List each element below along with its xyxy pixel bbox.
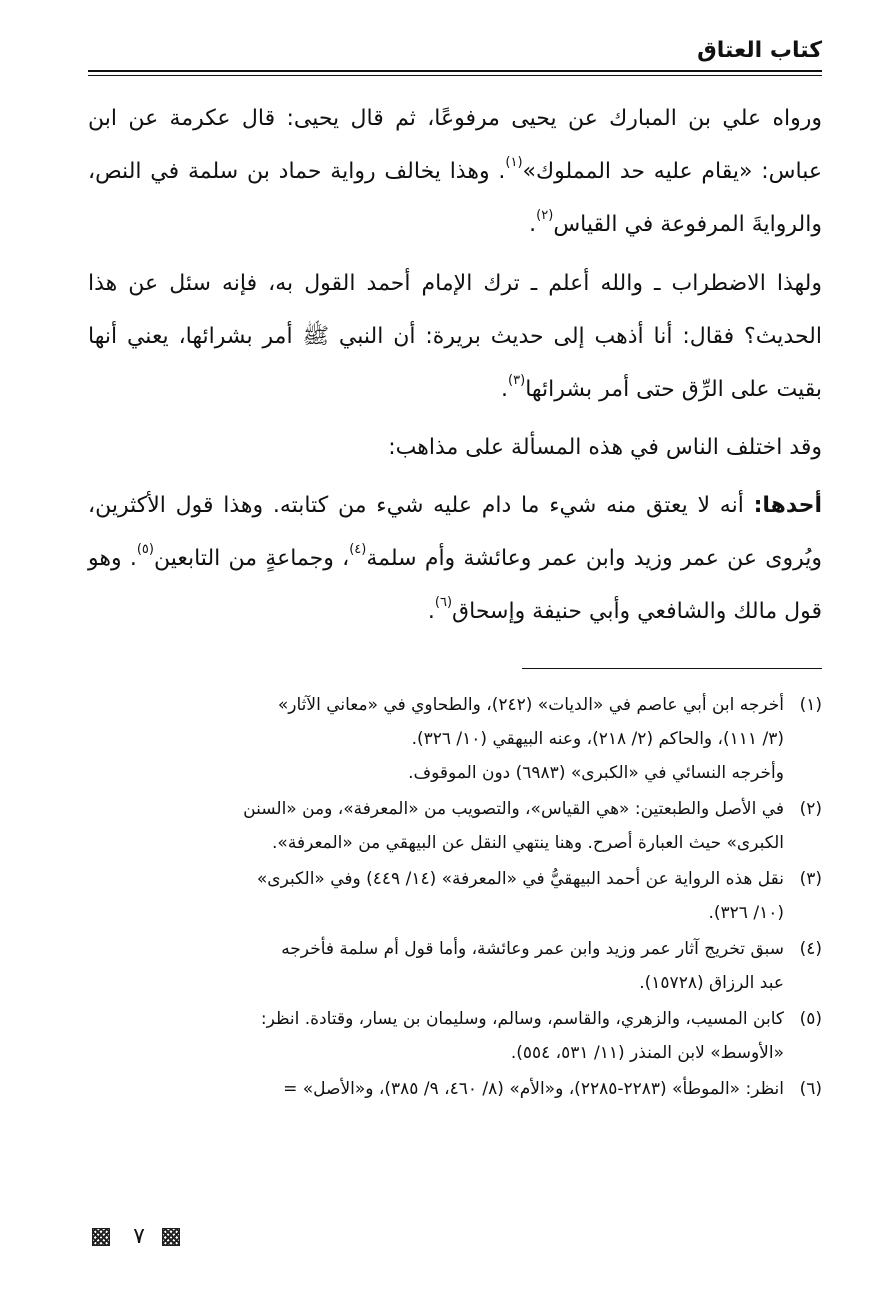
footnote-number: (٢) <box>799 799 822 819</box>
footnote-number: (٣) <box>799 869 822 889</box>
paragraph-4 <box>88 479 822 638</box>
paragraph-4-text-d: . <box>427 599 435 624</box>
footnote-2 <box>88 792 822 860</box>
footnote-line: كابن المسيب، والزهري، والقاسم، وسالم، وسليمان بن يسار، وقتادة. انظر: <box>260 1009 784 1029</box>
paragraph-3 <box>88 421 822 474</box>
paragraph-3-text: وقد اختلف الناس في هذه المسألة على مذاهب: <box>388 435 822 460</box>
footnote-number: (٦) <box>799 1079 822 1099</box>
footnote-line: عبد الرزاق (١٥٧٢٨). <box>639 973 784 993</box>
footnote-ref-3[interactable]: (٣) <box>508 373 526 388</box>
paragraph-2-text-b: . <box>501 377 509 402</box>
ornament-icon <box>162 1228 180 1246</box>
footnote-line: وأخرجه النسائي في «الكبرى» (٦٩٨٣) دون الموقوف. <box>408 763 784 783</box>
paragraph-4-text-a: أنه لا يعتق منه شيء ما دام عليه شيء من كتابته. وهذا قول الأكثرين، ويُروى عن عمر وزيد وابن عمر وعائشة وأم سلمة <box>88 493 822 571</box>
footnote-6 <box>88 1072 822 1106</box>
header-rule <box>88 70 822 72</box>
footnote-line: «الأوسط» لابن المنذر (١١/ ٥٣١، ٥٥٤). <box>510 1043 784 1063</box>
footnote-body <box>88 688 784 790</box>
footnotes <box>88 688 822 1108</box>
paragraph-2-text-a: ولهذا الاضطراب ـ والله أعلم ـ ترك الإمام أحمد القول به، فإنه سئل عن هذا الحديث؟ فقال: أنا أذهب إلى حديث بريرة: أن النبي ﷺ أمر بشرائها، يعني أنها بقيت على الرِّق حتى أمر بشرائها <box>88 271 822 402</box>
footnote-line: انظر: «الموطأ» (٢٢٨٣-٢٢٨٥)، و«الأم» (٨/ ٤٦٠، ٩/ ٣٨٥)، و«الأصل» = <box>283 1079 784 1099</box>
footnote-body <box>88 862 784 930</box>
footnote-ref-2[interactable]: (٢) <box>536 208 554 223</box>
footnote-line: الكبرى» حيث العبارة أصرح. وهنا ينتهي النقل عن البيهقي من «المعرفة». <box>272 833 784 853</box>
footnote-5 <box>88 1002 822 1070</box>
footnote-number: (١) <box>799 695 822 715</box>
paragraph-2 <box>88 257 822 416</box>
running-header <box>88 36 822 76</box>
page-footer <box>88 1224 198 1254</box>
paragraph-1-text-c: . <box>529 212 537 237</box>
footnote-line: (١٠/ ٣٢٦). <box>708 903 784 923</box>
footnote-line: أخرجه ابن أبي عاصم في «الديات» (٢٤٢)، والطحاوي في «معاني الآثار» <box>277 695 784 715</box>
footnote-line: سبق تخريج آثار عمر وزيد وابن عمر وعائشة، وأما قول أم سلمة فأخرجه <box>281 939 784 959</box>
header-title: كتاب العتاق <box>697 38 822 63</box>
ornament-icon <box>92 1228 110 1246</box>
paragraph-1-text-b: . وهذا يخالف رواية حماد بن سلمة في النص، والروايةَ المرفوعة في القياس <box>88 159 822 237</box>
footnote-body <box>88 1002 784 1070</box>
footnote-number: (٥) <box>799 1009 822 1029</box>
header-rule-thin <box>88 75 822 76</box>
paragraph-1-text-a: ورواه علي بن المبارك عن يحيى مرفوعًا، ثم قال يحيى: قال عكرمة عن ابن عباس: «يقام عليه حد المملوك» <box>88 106 823 184</box>
paragraph-4-lead: أحدها: <box>753 493 822 518</box>
paragraph-4-text-c: . وهو قول مالك والشافعي وأبي حنيفة وإسحاق <box>88 546 822 624</box>
paragraph-1 <box>88 92 822 251</box>
footnote-1 <box>88 688 822 790</box>
footnote-separator <box>522 668 822 669</box>
footnote-line: نقل هذه الرواية عن أحمد البيهقيُّ في «المعرفة» (١٤/ ٤٤٩) وفي «الكبرى» <box>256 869 784 889</box>
footnote-3 <box>88 862 822 930</box>
main-text <box>88 92 822 643</box>
footnote-ref-5[interactable]: (٥) <box>136 542 154 557</box>
footnote-number: (٤) <box>799 939 822 959</box>
footnote-body <box>88 1072 784 1106</box>
footnote-line: (٣/ ١١١)، والحاكم (٢/ ٢١٨)، وعنه البيهقي (١٠/ ٣٢٦). <box>411 729 784 749</box>
paragraph-4-text-b: ، وجماعةٍ من التابعين <box>153 546 350 571</box>
footnote-4 <box>88 932 822 1000</box>
footnote-ref-1[interactable]: (١) <box>505 155 523 170</box>
page-number: ٧ <box>133 1224 145 1249</box>
footnote-line: في الأصل والطبعتين: «هي القياس»، والتصويب من «المعرفة»، ومن «السنن <box>243 799 784 819</box>
footnote-ref-4[interactable]: (٤) <box>349 542 367 557</box>
footnote-body <box>88 792 784 860</box>
footnote-ref-6[interactable]: (٦) <box>434 595 453 610</box>
footnote-body <box>88 932 784 1000</box>
